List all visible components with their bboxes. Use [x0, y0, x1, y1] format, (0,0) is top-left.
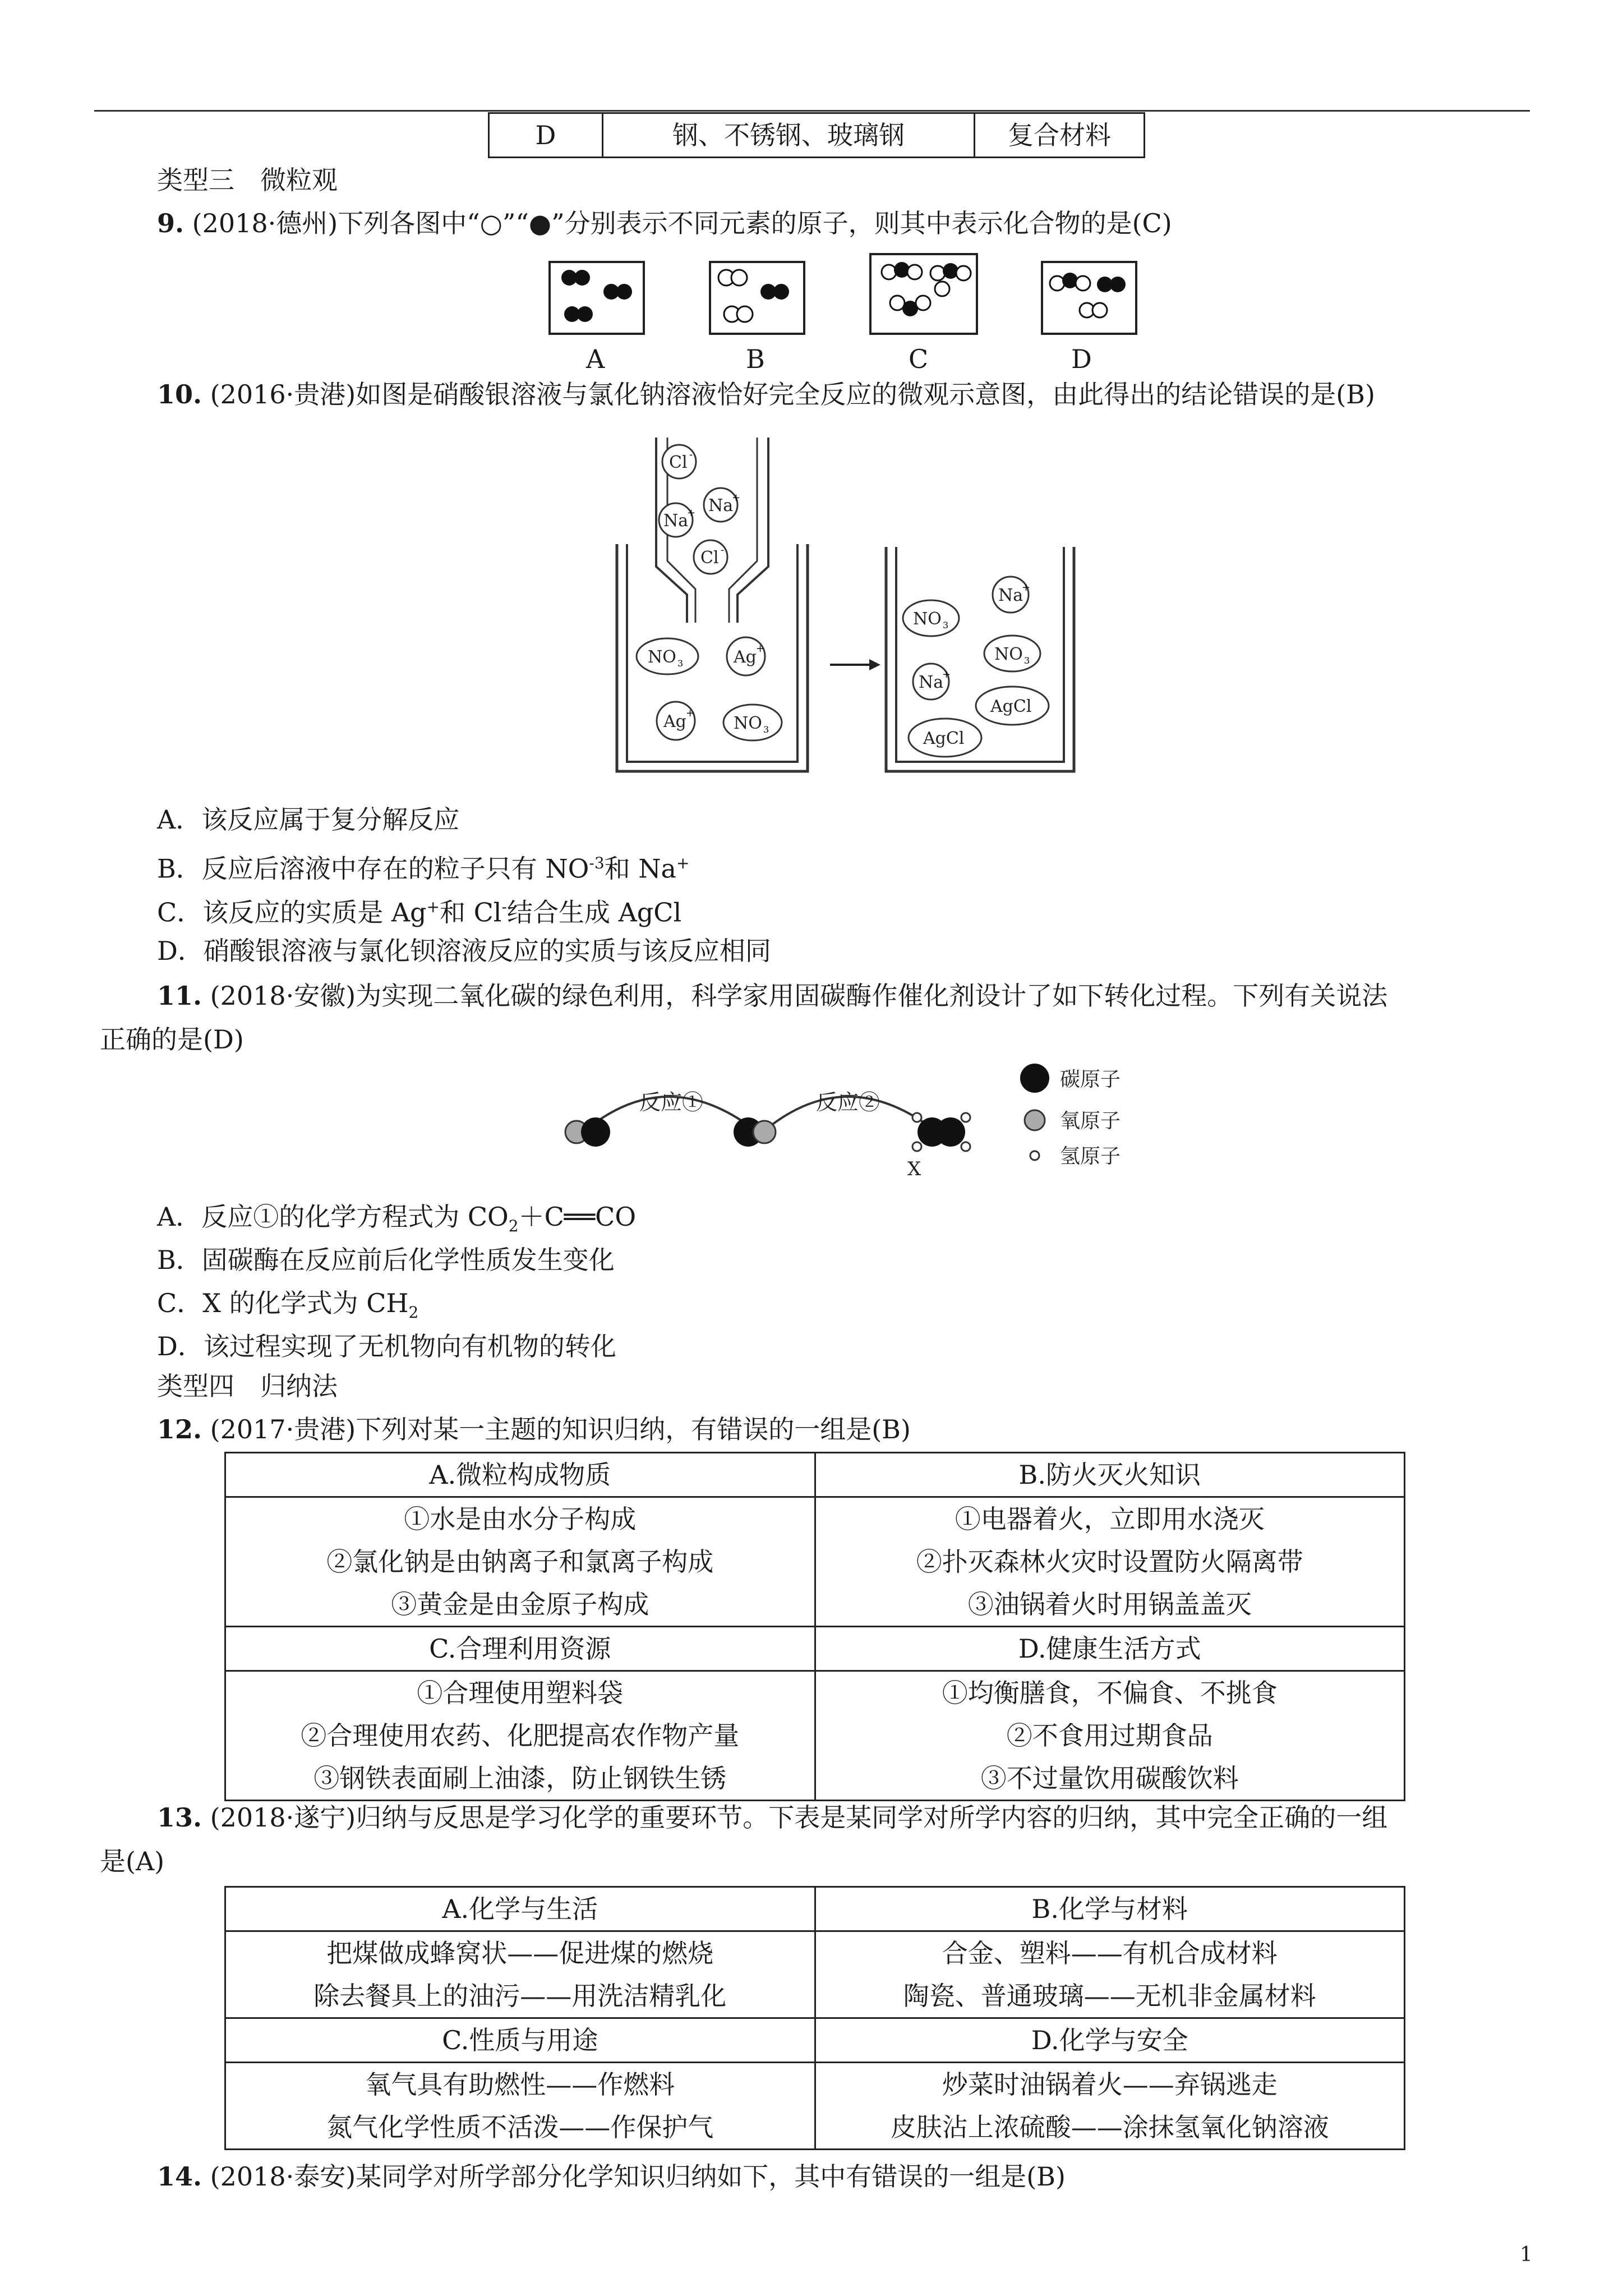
q9-label-a: A [586, 344, 605, 374]
list-item: 皮肤沾上浓硫酸——涂抹氢氧化钠溶液 [890, 2112, 1329, 2142]
svg-text:氢原子: 氢原子 [1060, 1145, 1121, 1168]
svg-text:Na: Na [708, 496, 734, 516]
q11-option-d: D．该过程实现了无机物向有机物的转化 [157, 1331, 616, 1361]
option-text: A．反应①的化学方程式为 CO [157, 1202, 509, 1232]
option-text: ＋C══CO [518, 1202, 637, 1232]
svg-text:X: X [907, 1158, 921, 1180]
question-11-cont: 正确的是(D) [100, 1024, 244, 1055]
section-heading: 类型三 微粒观 [157, 165, 338, 195]
question-number: 14. [157, 2161, 202, 2192]
q11-option-c [157, 1286, 418, 1329]
top-table [488, 112, 1145, 158]
svg-text:NO: NO [994, 645, 1023, 664]
question-10 [157, 378, 1375, 411]
table-row [225, 1671, 1405, 1801]
table-row [489, 113, 1145, 158]
table-row [225, 1627, 1405, 1671]
q9-box-b [710, 262, 804, 334]
list-item: ②扑灭森林火灾时设置防火隔离带 [916, 1547, 1303, 1577]
list-item: ②氯化钠是由钠离子和氯离子构成 [326, 1547, 714, 1577]
list-item: ②合理使用农药、化肥提高农作物产量 [301, 1720, 740, 1751]
svg-text:+: + [686, 707, 695, 719]
list-item: 陶瓷、普通玻璃——无机非金属材料 [903, 1981, 1316, 2011]
q10-figure [606, 426, 1088, 785]
q9-box-c [870, 254, 977, 334]
option-text: C．X 的化学式为 CH [157, 1288, 409, 1318]
svg-text:+: + [687, 507, 696, 519]
svg-text:反应②: 反应② [816, 1090, 880, 1115]
table-header: A.化学与生活 [225, 1887, 815, 1931]
question-number: 13. [157, 1802, 202, 1833]
table-cell: 钢、不锈钢、玻璃钢 [603, 113, 975, 158]
question-11 [157, 979, 1387, 1013]
list-item: 把煤做成蜂窝状——促进煤的燃烧 [326, 1938, 714, 1968]
question-text: (2018·泰安)某同学对所学部分化学知识归纳如下，其中有错误的一组是(B) [210, 2161, 1066, 2192]
table-row [225, 2018, 1405, 2063]
table-cell [815, 1497, 1405, 1627]
table-row [225, 1453, 1405, 1497]
question-13-cont: 是(A) [100, 1846, 165, 1876]
table-row [225, 1497, 1405, 1627]
superscript: - [501, 898, 507, 916]
q12-table [224, 1452, 1405, 1801]
question-number: 10. [157, 379, 202, 409]
list-item: 合金、塑料——有机合成材料 [942, 1938, 1278, 1968]
q10-option-a: A．该反应属于复分解反应 [157, 804, 460, 835]
q10-option-b [157, 846, 689, 885]
list-item: 除去餐具上的油污——用洗洁精乳化 [313, 1981, 727, 2011]
q9-label-c: C [909, 344, 929, 374]
q11-option-a [157, 1200, 636, 1243]
q10-option-d: D．硝酸银溶液与氯化钡溶液反应的实质与该反应相同 [157, 936, 771, 966]
svg-text:3: 3 [943, 620, 949, 631]
table-row [225, 1887, 1405, 1931]
table-row [225, 1931, 1405, 2018]
list-item: ③油锅着火时用锅盖盖灭 [967, 1589, 1252, 1619]
table-cell: 复合材料 [975, 113, 1145, 158]
table-cell [815, 2063, 1405, 2150]
svg-text:Cl: Cl [700, 548, 719, 568]
question-text: (2018·德州)下列各图中“○”“●”分别表示不同元素的原子，则其中表示化合物的是(C) [192, 208, 1172, 238]
svg-text:NO: NO [648, 647, 676, 667]
page-number: 1 [1520, 2243, 1533, 2266]
question-text: (2017·贵港)下列对某一主题的知识归纳，有错误的一组是(B) [210, 1414, 911, 1444]
question-13 [157, 1801, 1387, 1834]
svg-text:+: + [1022, 582, 1031, 593]
q9-label-b: B [746, 344, 765, 374]
q10-option-c [157, 890, 681, 929]
svg-text:NO: NO [913, 609, 942, 629]
table-cell: D [489, 113, 603, 158]
list-item: ①均衡膳食，不偏食、不挑食 [942, 1678, 1278, 1708]
svg-text:3: 3 [763, 724, 769, 735]
list-item: ①水是由水分子构成 [404, 1504, 637, 1534]
table-header: C.性质与用途 [225, 2018, 815, 2063]
svg-text:NO: NO [734, 714, 762, 733]
svg-text:-: - [721, 544, 725, 556]
question-number: 11. [157, 981, 202, 1011]
question-9 [157, 206, 1172, 240]
list-item: ③钢铁表面刷上油漆，防止钢铁生锈 [313, 1763, 727, 1793]
table-cell [225, 1497, 815, 1627]
svg-text:+: + [756, 643, 765, 655]
q9-label-d: D [1071, 344, 1092, 374]
table-cell [225, 2063, 815, 2150]
list-item: ③黄金是由金原子构成 [391, 1589, 649, 1619]
table-cell [815, 1931, 1405, 2018]
svg-text:Na: Na [919, 673, 944, 692]
superscript: -3 [589, 854, 605, 872]
question-number: 12. [157, 1414, 202, 1444]
question-12 [157, 1412, 911, 1446]
list-item: 氧气具有助燃性——作燃料 [365, 2069, 675, 2100]
question-14 [157, 2160, 1066, 2193]
section-heading: 类型四 归纳法 [157, 1371, 338, 1401]
svg-text:碳原子: 碳原子 [1060, 1068, 1121, 1091]
superscript: + [426, 898, 440, 916]
svg-text:3: 3 [1024, 655, 1030, 666]
table-header: C.合理利用资源 [225, 1627, 815, 1671]
table-cell [225, 1671, 815, 1801]
question-text: (2016·贵港)如图是硝酸银溶液与氯化钠溶液恰好完全反应的微观示意图，由此得出的结论错误的是(B) [210, 379, 1375, 409]
ion-label: Cl [669, 453, 688, 472]
svg-text:AgCl: AgCl [990, 697, 1032, 716]
svg-text:氧原子: 氧原子 [1060, 1110, 1121, 1133]
header-rule [94, 110, 1530, 112]
svg-text:Na: Na [998, 586, 1023, 605]
superscript: + [676, 854, 690, 872]
q9-box-a [550, 262, 644, 334]
svg-text:+: + [732, 492, 741, 504]
subscript: 2 [408, 1303, 419, 1322]
svg-text:+: + [942, 669, 951, 680]
question-text: (2018·安徽)为实现二氧化碳的绿色利用，科学家用固碳酶作催化剂设计了如下转化过程。下列有关说法 [210, 981, 1388, 1011]
table-cell [815, 1671, 1405, 1801]
subscript: 2 [508, 1217, 519, 1236]
svg-text:3: 3 [677, 658, 684, 669]
svg-text:Ag: Ag [663, 712, 686, 731]
list-item: ②不食用过期食品 [1006, 1720, 1213, 1751]
table-header: D.化学与安全 [815, 2018, 1405, 2063]
table-row [225, 2063, 1405, 2150]
list-item: ③不过量饮用碳酸饮料 [980, 1763, 1239, 1793]
q13-table [224, 1886, 1405, 2150]
list-item: 炒菜时油锅着火——弃锅逃走 [942, 2069, 1278, 2100]
q9-figure [538, 250, 1144, 379]
q11-figure [555, 1060, 1178, 1212]
list-item: 氮气化学性质不活泼——作保护气 [326, 2112, 714, 2142]
table-header: B.防火灭火知识 [815, 1453, 1405, 1497]
table-cell [225, 1931, 815, 2018]
q9-box-d [1042, 262, 1136, 334]
table-header: D.健康生活方式 [815, 1627, 1405, 1671]
question-text: (2018·遂宁)归纳与反思是学习化学的重要环节。下表是某同学对所学内容的归纳，其中完全正确的一组 [210, 1802, 1388, 1833]
option-text: 结合生成 AgCl [506, 897, 682, 928]
list-item: ①合理使用塑料袋 [417, 1678, 624, 1708]
svg-text:反应①: 反应① [639, 1090, 704, 1115]
option-text: 和 Cl [439, 897, 502, 928]
svg-text:Ag: Ag [734, 647, 757, 667]
option-text: C．该反应的实质是 Ag [157, 897, 427, 928]
table-header: B.化学与材料 [815, 1887, 1405, 1931]
option-text: 和 Na [604, 853, 676, 884]
svg-text:Na: Na [663, 511, 689, 531]
question-number: 9. [157, 208, 185, 238]
table-header: A.微粒构成物质 [225, 1453, 815, 1497]
q11-option-b: B．固碳酶在反应前后化学性质发生变化 [157, 1245, 615, 1275]
svg-text:AgCl: AgCl [923, 729, 965, 748]
option-text: B．反应后溶液中存在的粒子只有 NO [157, 853, 589, 884]
svg-text:-: - [689, 449, 693, 461]
list-item: ①电器着火，立即用水浇灭 [955, 1504, 1265, 1534]
